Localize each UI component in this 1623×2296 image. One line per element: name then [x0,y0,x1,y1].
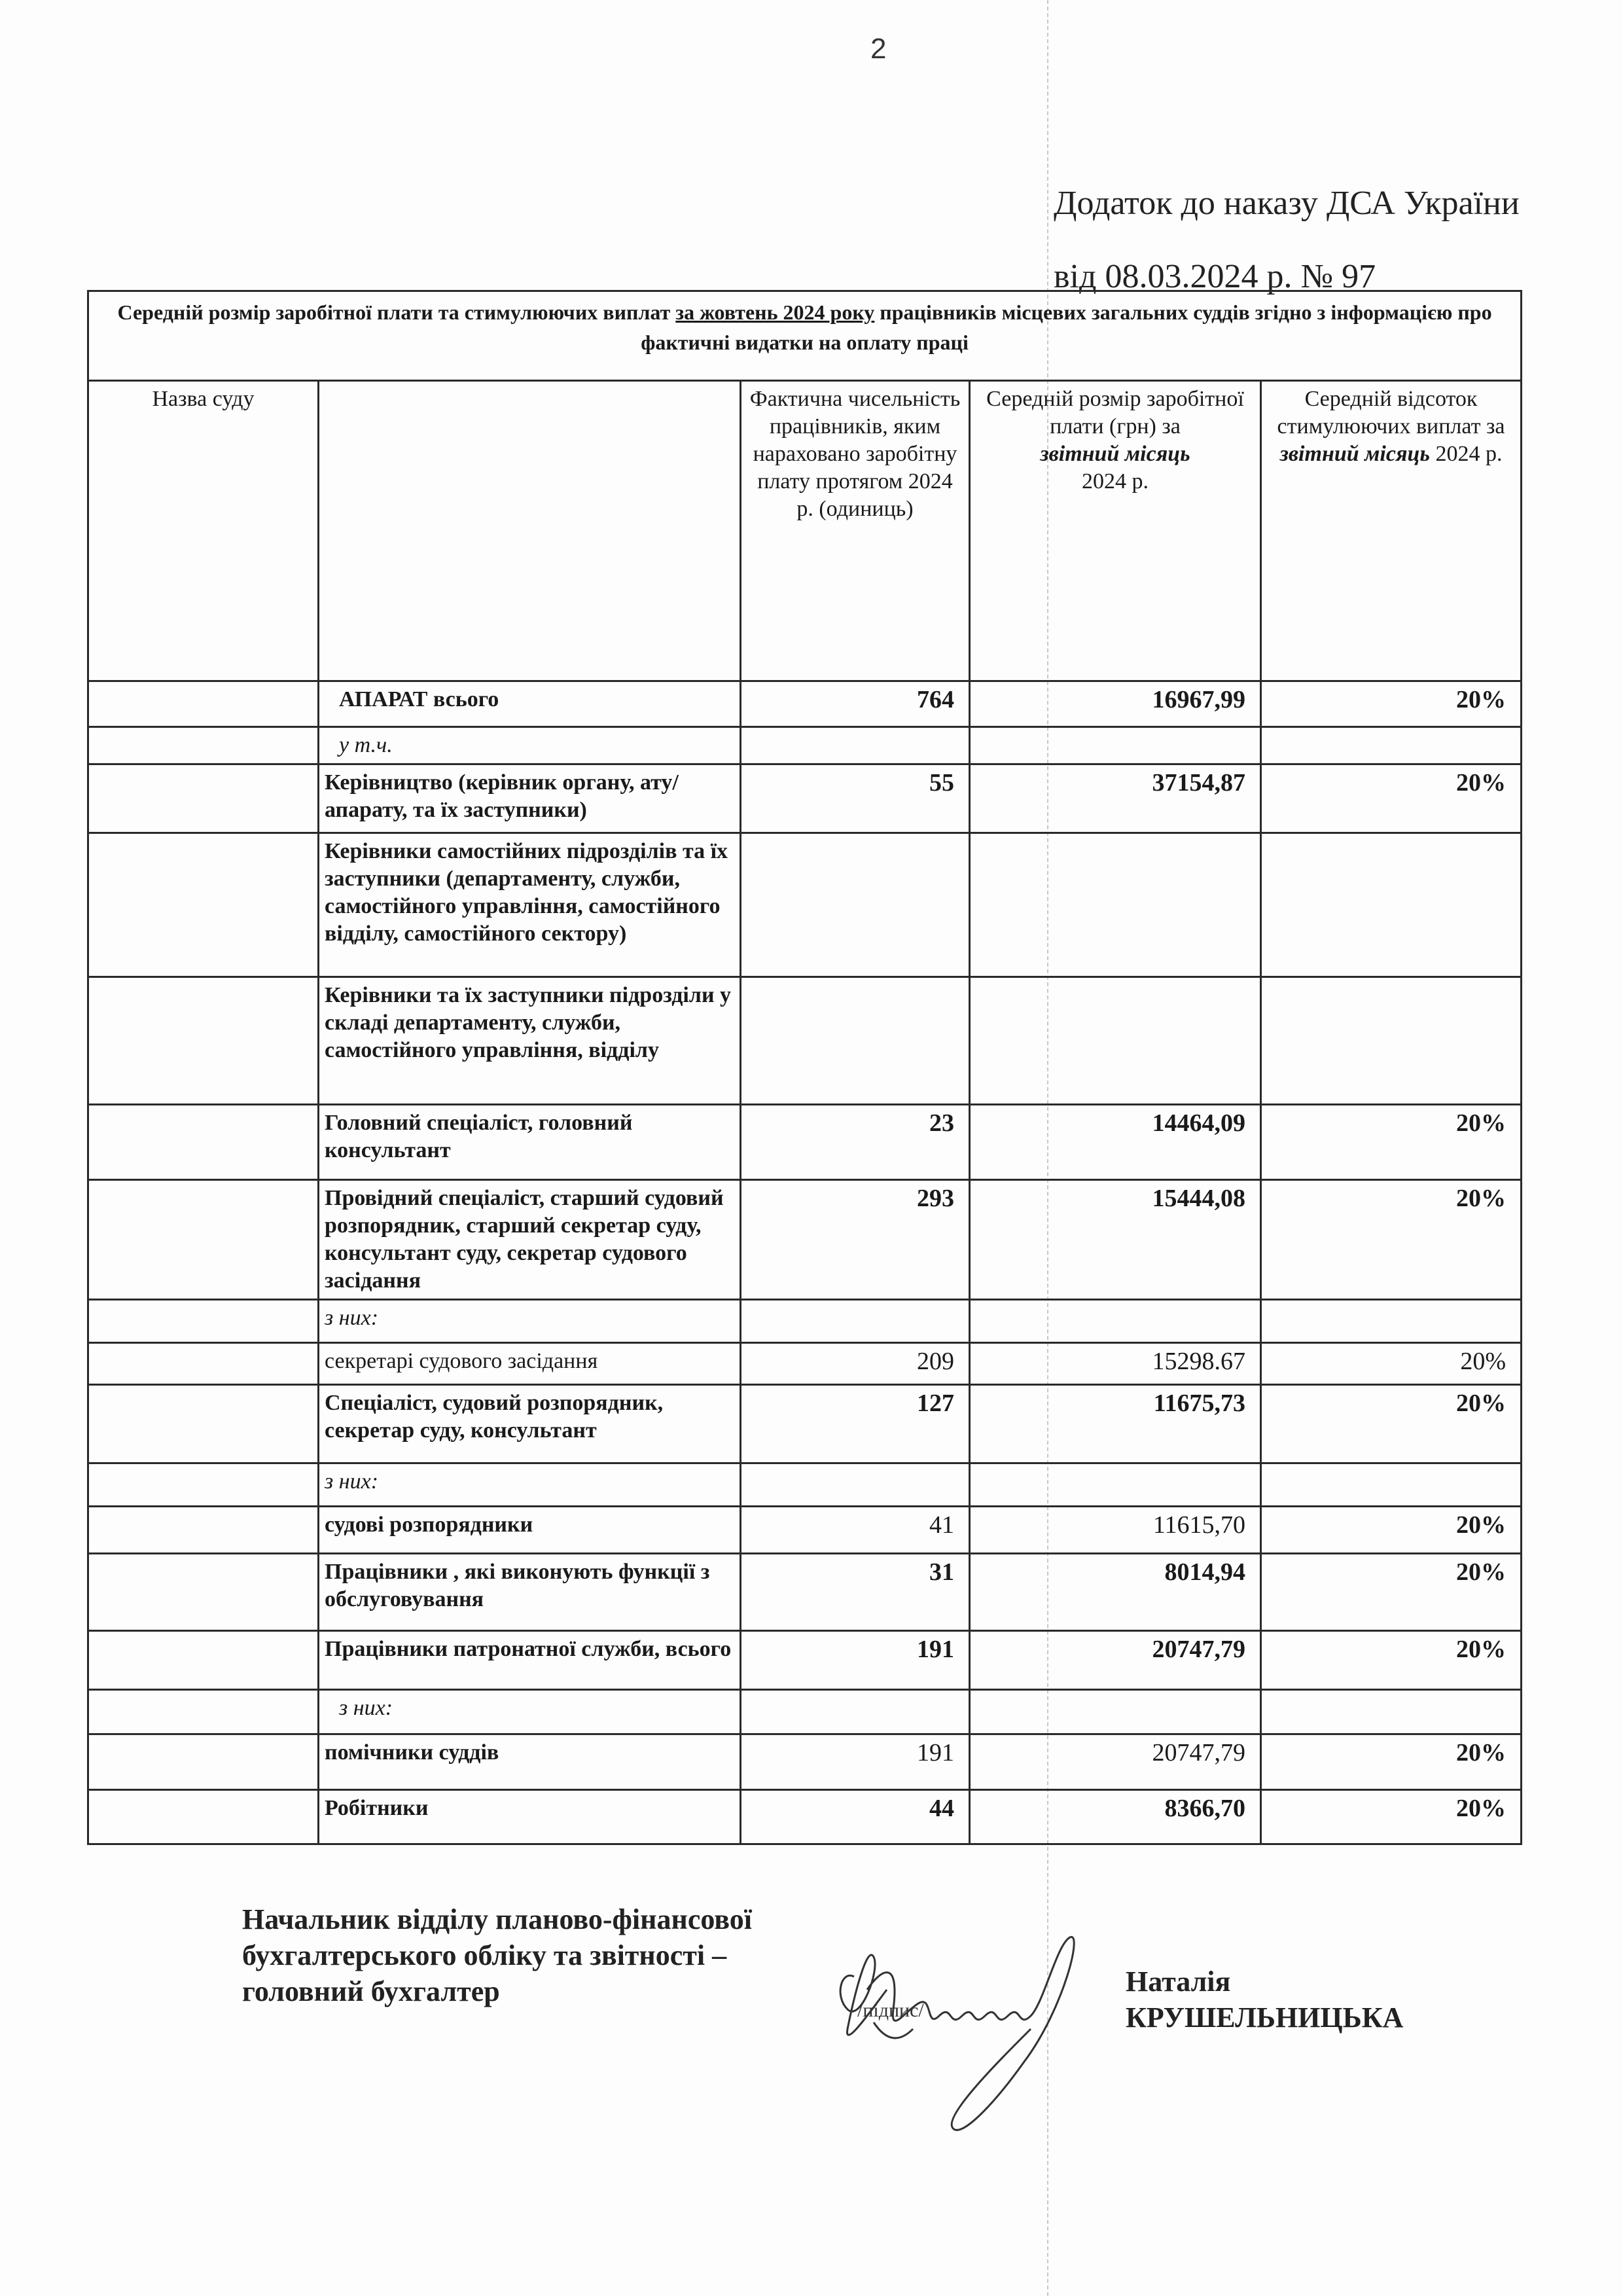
row-headcount: 764 [741,681,970,727]
row-bonus: 20% [1261,1790,1522,1844]
row-label: секретарі судового засідання [319,1343,741,1385]
row-headcount: 31 [741,1554,970,1631]
row-bonus: 20% [1261,1180,1522,1300]
appendix-line-2: від 08.03.2024 р. № 97 [1054,258,1376,295]
row-label: з них: [319,1690,741,1734]
table-row [88,764,1522,833]
table-row [88,1554,1522,1631]
table-header-row [88,381,1522,681]
handwritten-signature-icon [828,1931,1103,2147]
table-row [88,833,1522,977]
row-label: з них: [319,1300,741,1343]
row-headcount: 209 [741,1343,970,1385]
row-label: Керівники та їх заступники підрозділи у складі департаменту, служби, самостійного управління, відділу [319,977,741,1105]
signatory-name: Наталія КРУШЕЛЬНИЦЬКА [1126,1965,1404,2034]
table-row [88,1180,1522,1300]
table-row [88,1507,1522,1554]
row-headcount: 44 [741,1790,970,1844]
row-headcount: 41 [741,1507,970,1554]
row-salary: 8014,94 [970,1554,1261,1631]
table-row [88,1105,1522,1180]
row-bonus [1261,977,1522,1105]
row-salary: 16967,99 [970,681,1261,727]
table-row [88,977,1522,1105]
row-headcount: 55 [741,764,970,833]
report-period: за жовтень 2024 року [675,300,875,324]
row-label: АПАРАТ всього [319,681,741,727]
table-row [88,1631,1522,1690]
row-bonus: 20% [1261,1734,1522,1790]
table-row [88,681,1522,727]
table-title: Середній розмір заробітної плати та стимулюючих виплат за жовтень 2024 року працівників місцевих загальних суддів згідно з інформацією про фактичні видатки на оплату праці [88,291,1522,381]
row-headcount [741,833,970,977]
signature-caption: /підпис/ [857,2000,924,2021]
row-bonus: 20% [1261,681,1522,727]
row-bonus: 20% [1261,1343,1522,1385]
row-headcount [741,977,970,1105]
signatory-position: Начальник відділу планово-фінансової бухгалтерського обліку та звітності – головний бухгалтер [242,1903,752,2007]
table-row [88,1385,1522,1463]
row-label: Головний спеціаліст, головний консультант [319,1105,741,1180]
row-salary: 14464,09 [970,1105,1261,1180]
row-headcount: 127 [741,1385,970,1463]
row-bonus: 20% [1261,1385,1522,1463]
row-bonus: 20% [1261,764,1522,833]
row-headcount: 191 [741,1631,970,1690]
row-bonus: 20% [1261,1105,1522,1180]
table-row [88,1300,1522,1343]
row-bonus: 20% [1261,1507,1522,1554]
table-row [88,727,1522,764]
row-bonus: 20% [1261,1554,1522,1631]
row-salary: 15444,08 [970,1180,1261,1300]
row-bonus [1261,833,1522,977]
row-salary [970,977,1261,1105]
table-row [88,1734,1522,1790]
table-title-row [88,291,1522,381]
row-label: Спеціаліст, судовий розпорядник, секретар суду, консультант [319,1385,741,1463]
row-salary: 20747,79 [970,1734,1261,1790]
page-number: 2 [870,33,887,65]
row-label: Працівники патронатної служби, всього [319,1631,741,1690]
table-row [88,1690,1522,1734]
table-row [88,1463,1522,1507]
row-label: з них: [319,1463,741,1507]
row-salary [970,833,1261,977]
row-headcount: 191 [741,1734,970,1790]
row-headcount: 23 [741,1105,970,1180]
row-salary: 11615,70 [970,1507,1261,1554]
row-label: Робітники [319,1790,741,1844]
row-headcount: 293 [741,1180,970,1300]
row-label: Працівники , які виконують функції з обслуговування [319,1554,741,1631]
table-row [88,1343,1522,1385]
row-label: судові розпорядники [319,1507,741,1554]
row-label: Провідний спеціаліст, старший судовий розпорядник, старший секретар суду, консультант суду, секретар судового засідання [319,1180,741,1300]
row-label: у т.ч. [319,727,741,764]
row-salary: 37154,87 [970,764,1261,833]
header-court-name: Назва суду [88,381,319,681]
row-salary: 15298.67 [970,1343,1261,1385]
appendix-line-1: Додаток до наказу ДСА України [1054,185,1520,222]
row-label: Керівництво (керівник органу, ату/апарату, та їх заступники) [319,764,741,833]
table-row [88,1790,1522,1844]
row-salary: 20747,79 [970,1631,1261,1690]
row-label: Керівники самостійних підрозділів та їх заступники (департаменту, служби, самостійного управління, самостійного відділу, самостійного сектору) [319,833,741,977]
row-bonus: 20% [1261,1631,1522,1690]
header-avg-bonus: Середній відсоток стимулюючих виплат за звітний місяць 2024 р. [1261,381,1522,681]
row-label: помічники суддів [319,1734,741,1790]
header-category [319,381,741,681]
row-salary: 8366,70 [970,1790,1261,1844]
header-avg-salary: Середній розмір заробітної плати (грн) за звітний місяць 2024 р. [970,381,1261,681]
salary-table [87,290,1522,1845]
row-salary: 11675,73 [970,1385,1261,1463]
header-headcount: Фактична чисельність працівників, яким нараховано заробітну плату протягом 2024 р. (одиниць) [741,381,970,681]
